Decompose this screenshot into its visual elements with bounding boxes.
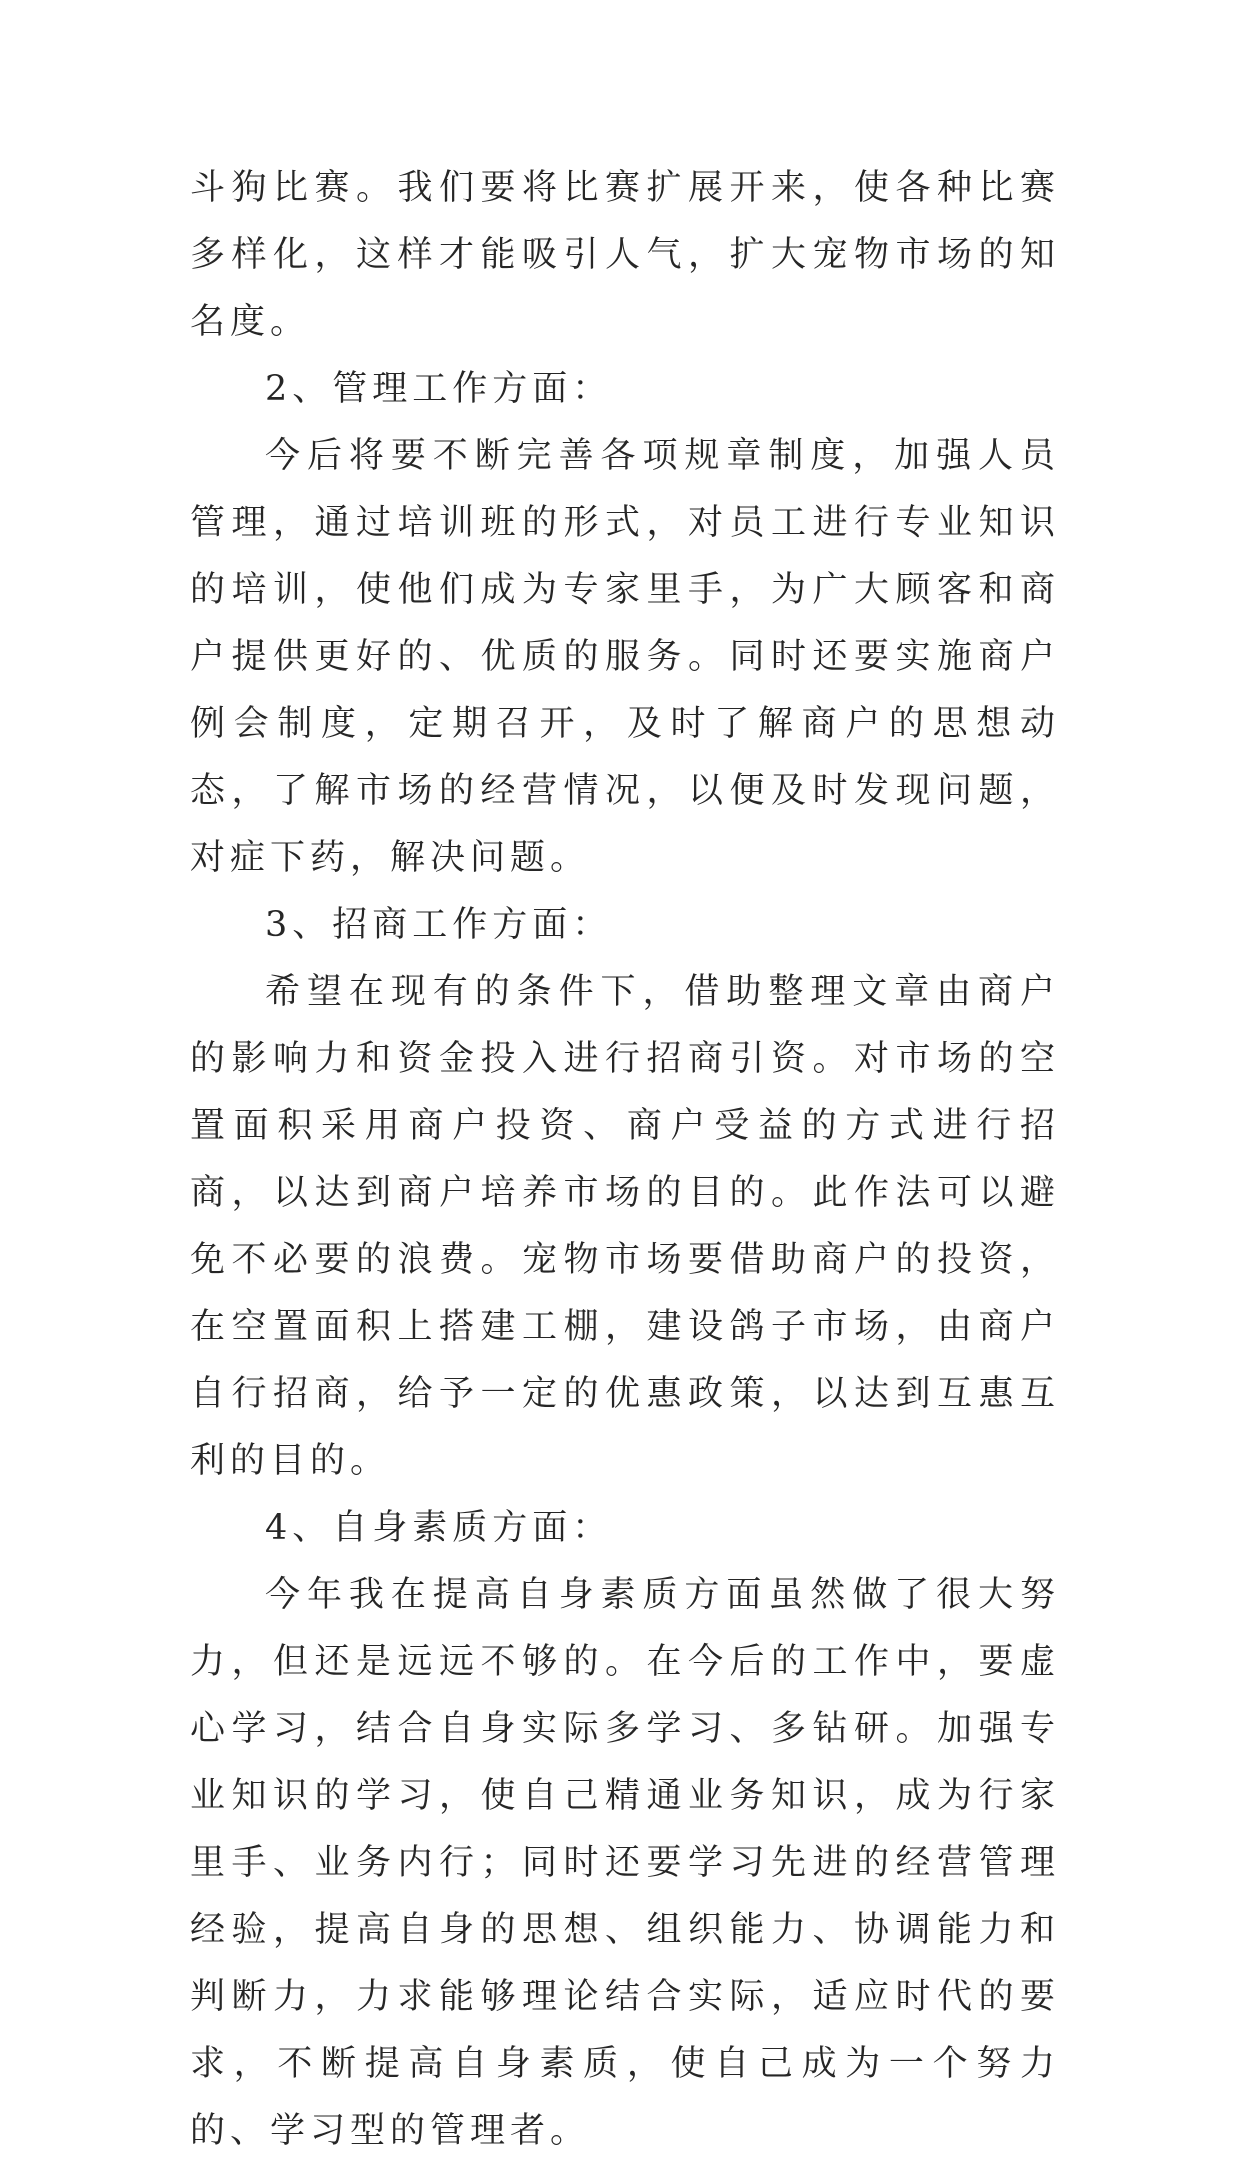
section-heading-investment: 3、招商工作方面： (265, 905, 613, 945)
section-heading-management: 2、管理工作方面： (265, 369, 613, 409)
paragraph-management: 今后将要不断完善各项规章制度，加强人员管理，通过培训班的形式，对员工进行专业知识的培训，使他们成为专家里手，为广大顾客和商户提供更好的、优质的服务。同时还要实施商户例会制度，定期召开，及时了解商户的思想动态，了解市场的经营情况，以便及时发现问题，对症下药，解决问题。 (190, 436, 1060, 878)
paragraph-self-quality: 今年我在提高自身素质方面虽然做了很大努力，但还是远远不够的。在今后的工作中，要虚心学习，结合自身实际多学习、多钻研。加强专业知识的学习，使自己精通业务知识，成为行家里手、业务内行；同时还要学习先进的经营管理经验，提高自身的思想、组织能力、协调能力和判断力，力求能够理论结合实际，适应时代的要求，不断提高自身素质，使自己成为一个努力的、学习型的管理者。 (190, 1575, 1060, 2151)
section-heading-self-quality: 4、自身素质方面： (265, 1508, 613, 1548)
paragraph-continuation: 斗狗比赛。我们要将比赛扩展开来，使各种比赛多样化，这样才能吸引人气，扩大宠物市场的知名度。 (190, 168, 1060, 342)
document-body (190, 155, 1060, 2165)
paragraph-investment: 希望在现有的条件下，借助整理文章由商户的影响力和资金投入进行招商引资。对市场的空置面积采用商户投资、商户受益的方式进行招商，以达到商户培养市场的目的。此作法可以避免不必要的浪费。宠物市场要借助商户的投资，在空置面积上搭建工棚，建设鸽子市场，由商户自行招商，给予一定的优惠政策，以达到互惠互利的目的。 (190, 972, 1060, 1481)
